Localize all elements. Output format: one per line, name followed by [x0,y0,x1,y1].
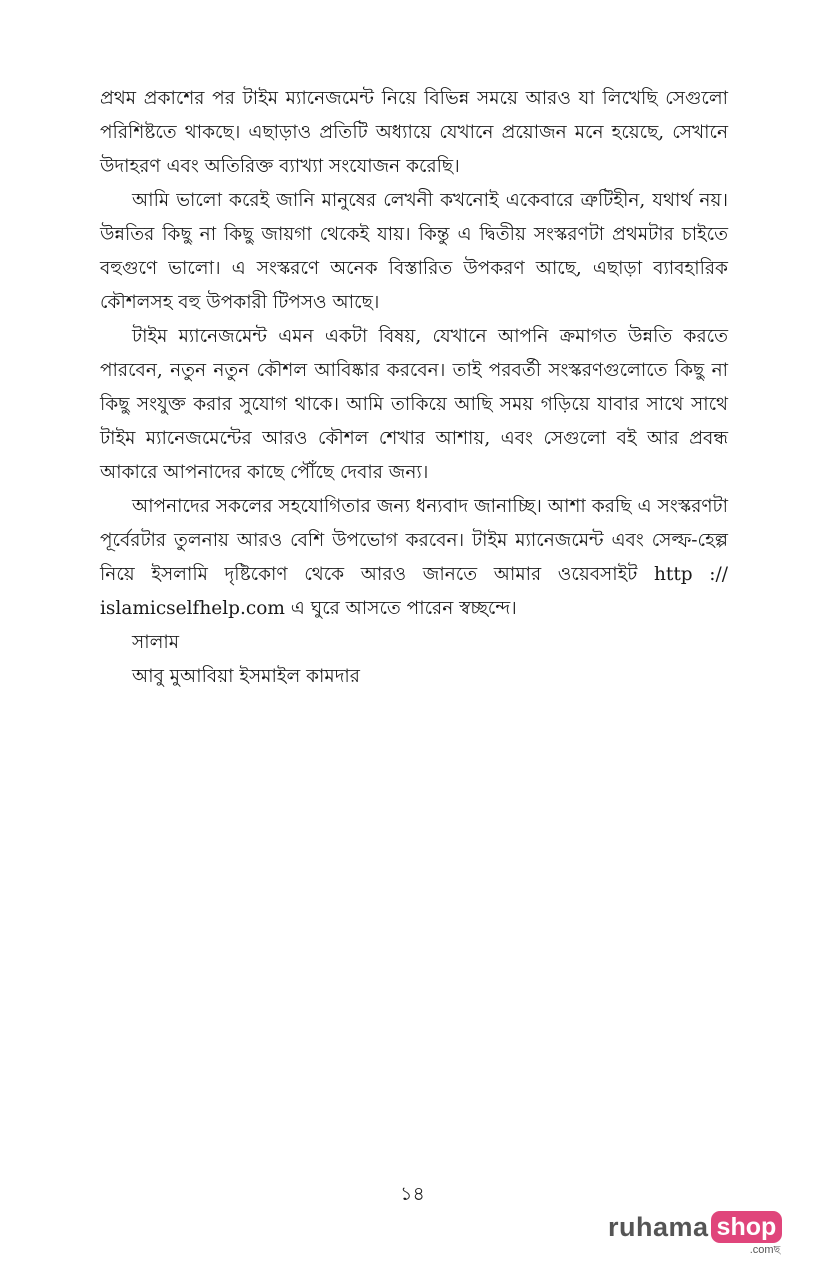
closing-salutation: সালাম [132,632,180,653]
paragraph-1: প্রথম প্রকাশের পর টাইম ম্যানেজমেন্ট নিয়ে বিভিন্ন সময়ে আরও যা লিখেছি সেগুলো পরিশিষ্টতে থাকছে। এছাড়াও প্রতিটি অধ্যায়ে যেখানে প্রয়োজন মনে হয়েছে, সেখানে উদাহরণ এবং অতিরিক্ত ব্যাখ্যা সংযোজন করেছি। [100,88,728,177]
ruhamashop-logo [608,1210,782,1260]
logo-text-shop: shop [711,1211,783,1243]
author-name: আবু মুআবিয়া ইসমাইল কামদার [132,666,360,687]
paragraph-2: আমি ভালো করেই জানি মানুষের লেখনী কখনোই একেবারে ত্রুটিহীন, যথার্থ নয়। উন্নতির কিছু না কিছু জায়গা থেকেই যায়। কিন্তু এ দ্বিতীয় সংস্করণটা প্রথমটার চাইতে বহুগুণে ভালো। এ সংস্করণে অনেক বিস্তারিত উপকরণ আছে, এছাড়া ব্যাবহারিক কৌশলসহ বহু উপকারী টিপসও আছে। [100,190,728,313]
logo-text-com: .comছ [749,1244,781,1256]
paragraph-4: আপনাদের সকলের সহযোগিতার জন্য ধন্যবাদ জানাচ্ছি। আশা করছি এ সংস্করণটা পূর্বেরটার তুলনায় আরও বেশি উপভোগ করবেন। টাইম ম্যানেজমেন্ট এবং সেল্ফ-হেল্প নিয়ে ইসলামি দৃষ্টিকোণ থেকে আরও জানতে আমার ওয়েবসাইট http :// islamicselfhelp.com এ ঘুরে আসতে পারেন স্বচ্ছন্দে। [100,496,728,619]
logo-shop-badge [709,1210,783,1256]
page-body [100,82,728,694]
page-number: ১৪ [400,1183,425,1205]
logo-text-ruhama: ruhama [608,1212,709,1242]
paragraph-3: টাইম ম্যানেজমেন্ট এমন একটা বিষয়, যেখানে আপনি ক্রমাগত উন্নতি করতে পারবেন, নতুন নতুন কৌশল আবিষ্কার করবেন। তাই পরবর্তী সংস্করণগুলোতে কিছু না কিছু সংযুক্ত করার সুযোগ থাকে। আমি তাকিয়ে আছি সময় গড়িয়ে যাবার সাথে সাথে টাইম ম্যানেজমেন্টের আরও কৌশল শেখার আশায়, এবং সেগুলো বই আর প্রবন্ধ আকারে আপনাদের কাছে পৌঁছে দেবার জন্য। [100,326,728,483]
